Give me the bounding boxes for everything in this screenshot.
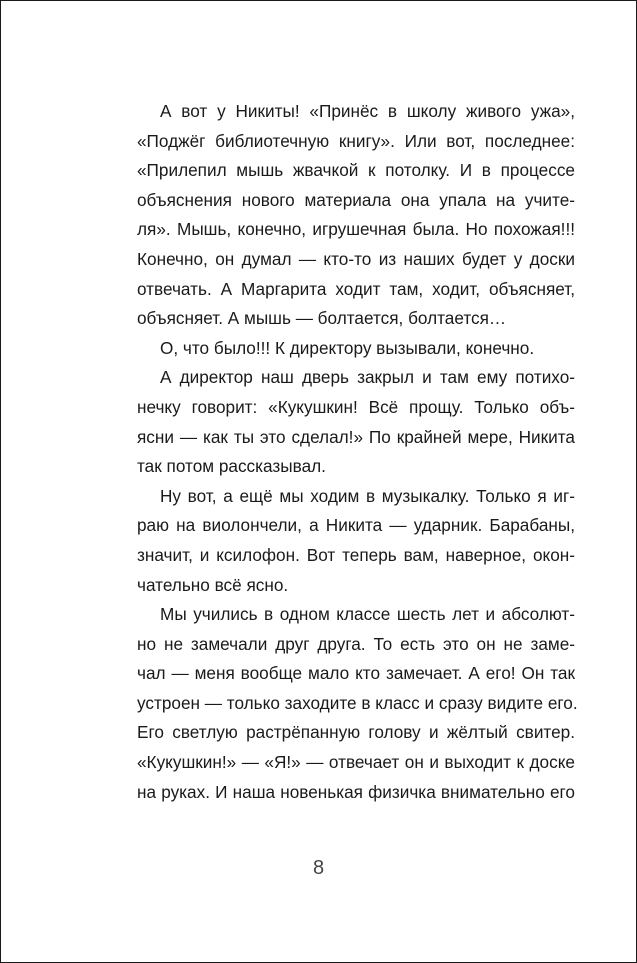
text-line: Конечно, он думал — кто-то из наших будет у доски <box>137 248 575 269</box>
text-line: устроен — только заходите в класс и сразу видите его. <box>137 692 578 713</box>
text-line: раю на виолончели, а Никита — ударник. Барабаны, <box>137 515 575 536</box>
body-text <box>137 97 578 807</box>
text-line: так потом рассказывал. <box>137 456 326 477</box>
text-line: «Поджёг библиотечную книгу». Или вот, последнее: <box>137 130 575 151</box>
text-line: Ну вот, а ещё мы ходим в музыкалку. Только я иг- <box>160 485 575 506</box>
text-line: Мы учились в одном классе шесть лет и абсолют- <box>160 604 575 625</box>
text-line: значит, и ксилофон. Вот теперь вам, наверное, окон- <box>137 544 575 565</box>
text-line: А вот у Никиты! «Принёс в школу живого ужа», <box>160 101 575 121</box>
text-line: «Кукушкин!» — «Я!» — отвечает он и выходит к доске <box>137 752 575 773</box>
text-line: Его светлую растрёпанную голову и жёлтый свитер. <box>137 722 575 743</box>
text-line: ля». Мышь, конечно, игрушечная была. Но похожая!!! <box>137 219 575 240</box>
text-line: объяснения нового материала она упала на учите- <box>137 189 575 210</box>
paragraph <box>137 334 575 364</box>
paragraph <box>137 363 575 481</box>
text-line: ясни — как ты это сделал!» По крайней мере, Никита <box>137 426 575 447</box>
page-number: 8 <box>312 857 325 879</box>
text-line: А директор наш дверь закрыл и там ему потихо- <box>160 367 575 388</box>
text-line: нечку говорит: «Кукушкин! Всё прощу. Только объ- <box>137 396 575 417</box>
text-line: на руках. И наша новенькая физичка внимательно его <box>137 781 575 802</box>
paragraph <box>137 600 578 807</box>
text-line: объясняет. А мышь — болтается, болтается… <box>137 308 507 329</box>
text-line: «Прилепил мышь жвачкой к потолку. И в процессе <box>137 160 575 181</box>
text-line: отвечать. А Маргарита ходит там, ходит, объясняет, <box>137 278 575 299</box>
paragraph <box>137 482 575 600</box>
text-line: О, что было!!! К директору вызывали, конечно. <box>160 337 535 358</box>
paragraph <box>137 97 575 334</box>
text-line: чательно всё ясно. <box>137 574 289 595</box>
text-line: чал — меня вообще мало кто замечает. А его! Он так <box>137 663 575 684</box>
text-line: но не замечали друг друга. То есть это он не заме- <box>137 633 575 654</box>
